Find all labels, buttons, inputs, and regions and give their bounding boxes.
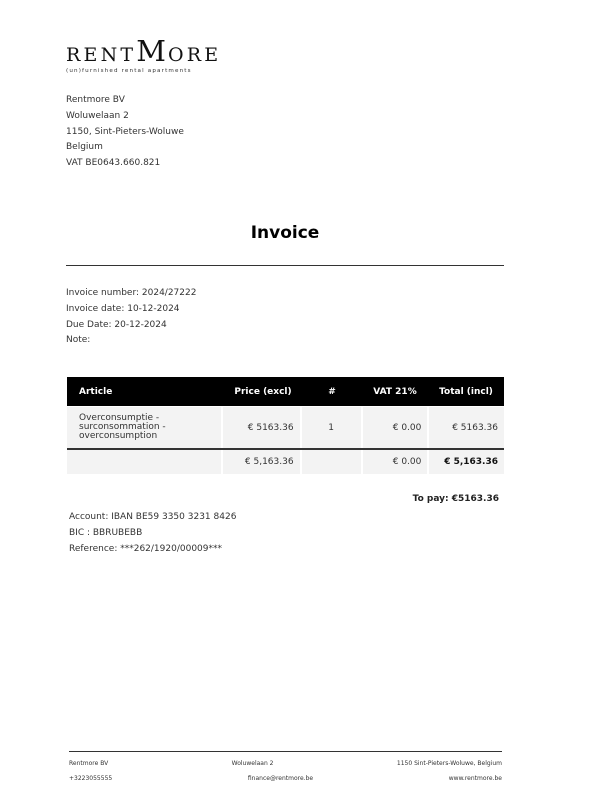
totals-vat: € 0.00 xyxy=(363,450,428,474)
totals-qty xyxy=(302,450,361,474)
header-total: Total (incl) xyxy=(439,386,493,397)
footer-phone: +3223055555 xyxy=(69,775,113,782)
footer-company-name: Rentmore BV xyxy=(69,760,109,767)
company-city: 1150, Sint-Pieters-Woluwe xyxy=(66,126,184,137)
header-qty: # xyxy=(328,386,336,397)
page-title: Invoice xyxy=(250,223,320,243)
invoice-number: Invoice number: 2024/27222 xyxy=(66,288,197,298)
due-date: Due Date: 20-12-2024 xyxy=(66,319,167,330)
footer-email[interactable]: finance@rentmore.be xyxy=(247,775,314,782)
logo-tagline: (un)furnished rental apartments xyxy=(66,68,192,74)
title-divider xyxy=(66,265,504,266)
logo-wordmark: RENTMORE xyxy=(66,34,222,68)
footer-line-2 xyxy=(69,775,502,782)
footer-line-1 xyxy=(69,760,502,767)
footer-website[interactable]: www.rentmore.be xyxy=(448,775,502,782)
company-logo xyxy=(66,34,222,74)
footer-street: Woluwelaan 2 xyxy=(231,760,274,767)
row-article: Overconsumptie - surconsommation - overconsumption xyxy=(67,407,221,448)
payment-info xyxy=(69,510,236,557)
row-vat: € 0.00 xyxy=(363,407,428,448)
footer-city: 1150 Sint-Pieters-Woluwe, Belgium xyxy=(396,760,502,767)
header-article: Article xyxy=(79,386,113,397)
company-country: Belgium xyxy=(66,142,103,153)
table-row xyxy=(67,407,504,448)
row-price: € 5163.36 xyxy=(223,407,300,448)
payment-account: Account: IBAN BE59 3350 3231 8426 xyxy=(69,512,237,522)
header-price: Price (excl) xyxy=(234,386,292,397)
row-total: € 5163.36 xyxy=(429,407,504,448)
payment-reference: Reference: ***262/1920/00009*** xyxy=(69,543,222,554)
totals-total: € 5,163.36 xyxy=(429,450,504,474)
header-vat: VAT 21% xyxy=(373,386,417,397)
footer-divider xyxy=(69,751,502,752)
invoice-note: Note: xyxy=(66,335,91,346)
invoice-date: Invoice date: 10-12-2024 xyxy=(66,303,180,314)
company-street: Woluwelaan 2 xyxy=(66,110,129,121)
invoice-table xyxy=(67,377,504,474)
company-name: Rentmore BV xyxy=(66,95,125,105)
row-qty: 1 xyxy=(302,407,361,448)
payment-bic: BIC : BBRUBEBB xyxy=(69,527,143,538)
company-address xyxy=(66,93,184,172)
invoice-meta xyxy=(66,286,196,349)
amount-to-pay: To pay: €5163.36 xyxy=(412,494,499,504)
company-vat: VAT BE0643.660.821 xyxy=(66,158,161,169)
totals-row xyxy=(67,450,504,474)
totals-article xyxy=(67,450,221,474)
table-header xyxy=(67,377,504,406)
totals-price: € 5,163.36 xyxy=(223,450,300,474)
